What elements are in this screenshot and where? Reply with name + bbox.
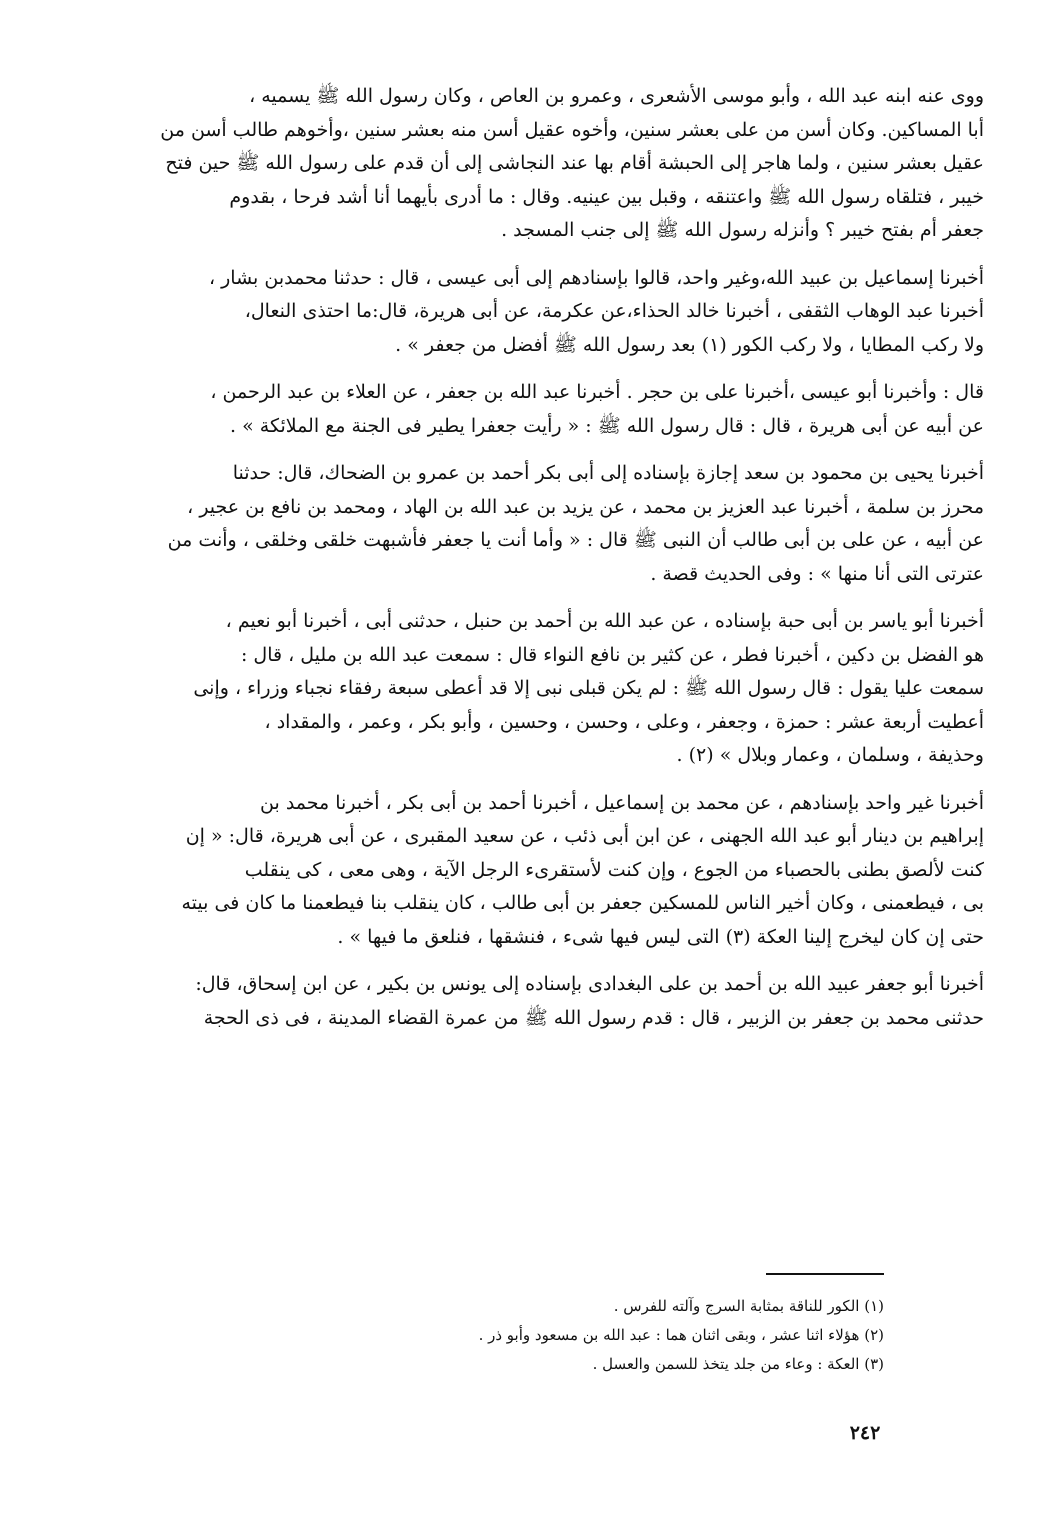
text-line: محرز بن سلمة ، أخبرنا عبد العزيز بن محمد ، عن يزيد بن عبد الله بن الهاد ، ومحمد بن نافع بن عجير ،: [187, 495, 984, 518]
text-line: قال : وأخبرنا أبو عيسى ،أخبرنا على بن حجر . أخبرنا عبد الله بن جعفر ، عن العلاء بن عبد الرحمن ،: [210, 381, 984, 403]
text-line: عترتى التى أنا منها » : وفى الحديث قصة .: [650, 562, 984, 585]
paragraph: [70, 457, 984, 591]
text-line: أبا المساكين. وكان أسن من على بعشر سنين، وأخوه عقيل أسن منه بعشر سنين ،وأخوهم طالب أسن من: [160, 118, 984, 141]
text-line: إبراهيم بن دينار أبو عبد الله الجهنى ، عن ابن أبى ذئب ، عن سعيد المقبرى ، عن أبى هريرة، قال: « إن: [185, 825, 984, 847]
paragraph: [70, 787, 984, 955]
paragraph: [70, 262, 984, 363]
text-line: عقيل بعشر سنين ، ولما هاجر إلى الحبشة أقام بها عند النجاشى إلى أن قدم على رسول الله ﷺ حين فتح: [165, 152, 984, 174]
text-line: أخبرنا إسماعيل بن عبيد الله،وغير واحد، قالوا بإسنادهم إلى أبى عيسى ، قال : حدثنا محمدبن بشار ،: [208, 266, 984, 289]
text-line: كنت لألصق بطنى بالحصباء من الجوع ، وإن كنت لأستقرىء الرجل الآية ، وهى معى ، كى ينقلب: [244, 858, 984, 881]
text-line: حتى إن كان ليخرج إلينا العكة (٣) التى ليس فيها شىء ، فنشقها ، فنلعق ما فيها » .: [337, 925, 984, 948]
text-line: هو الفضل بن دكين ، أخبرنا فطر ، عن كثير بن نافع النواء قال : سمعت عبد الله بن مليل ، قال :: [240, 643, 984, 666]
footnote: (٣) العكة : وعاء من جلد يتخذ للسمن والعسل .: [592, 1355, 884, 1373]
text-line: أخبرنا أبو ياسر بن أبى حبة بإسناده ، عن عبد الله بن أحمد بن حنبل ، حدثنى أبى ، أخبرنا أبو نعيم ،: [225, 610, 984, 632]
footnote: (١) الكور للناقة بمثابة السرج وآلته للفرس .: [613, 1297, 884, 1315]
paragraph: [70, 605, 984, 773]
body-text: [70, 80, 984, 1049]
footnote: (٢) هؤلاء اثنا عشر ، وبقى اثنان هما : عبد الله بن مسعود وأبو ذر .: [478, 1326, 884, 1344]
paragraph: [70, 376, 984, 443]
text-line: جعفر أم بفتح خيبر ؟ وأنزله رسول الله ﷺ إلى جنب المسجد .: [501, 219, 984, 241]
text-line: وحذيفة ، وسلمان ، وعمار وبلال » (٢) .: [676, 744, 984, 766]
text-line: أخبرنا أبو جعفر عبيد الله بن أحمد بن على البغدادى بإسناده إلى يونس بن بكير ، عن ابن إسحاق، قال:: [195, 973, 984, 995]
text-line: سمعت عليا يقول : قال رسول الله ﷺ : لم يكن قبلى نبى إلا قد أعطى سبعة رفقاء نجباء وزراء ، وإنى: [193, 677, 984, 699]
page-number: ٢٤٢: [849, 1422, 881, 1444]
text-line: أخبرنا غير واحد بإسنادهم ، عن محمد بن إسماعيل ، أخبرنا أحمد بن أبى بكر ، أخبرنا محمد بن: [260, 791, 984, 814]
text-line: أخبرنا يحيى بن محمود بن سعد إجازة بإسناده إلى أبى بكر أحمد بن عمرو بن الضحاك، قال: حدثنا: [232, 462, 984, 484]
text-line: عن أبيه ، عن على بن أبى طالب أن النبى ﷺ قال : « وأما أنت يا جعفر فأشبهت خلقى وخلقى ، وأنت من: [167, 529, 984, 551]
paragraph: [70, 80, 984, 248]
text-line: حدثنى محمد بن جعفر بن الزبير ، قال : قدم رسول الله ﷺ من عمرة القضاء المدينة ، فى ذى الحجة: [203, 1006, 984, 1029]
text-line: ووى عنه ابنه عبد الله ، وأبو موسى الأشعرى ، وعمرو بن العاص ، وكان رسول الله ﷺ يسميه ،: [249, 85, 984, 107]
text-line: أخبرنا عبد الوهاب الثقفى ، أخبرنا خالد الحذاء،عن عكرمة، عن أبى هريرة، قال:ما احتذى النعال،: [244, 300, 984, 322]
text-line: ولا ركب المطايا ، ولا ركب الكور (١) بعد رسول الله ﷺ أفضل من جعفر » .: [395, 333, 984, 356]
text-line: عن أبيه عن أبى هريرة ، قال : قال رسول الله ﷺ : « رأيت جعفرا يطير فى الجنة مع الملائكة » .: [230, 414, 984, 437]
paragraph: [70, 968, 984, 1035]
text-line: أعطيت أربعة عشر : حمزة ، وجعفر ، وعلى ، وحسن ، وحسين ، وأبو بكر ، وعمر ، والمقداد ،: [264, 710, 984, 733]
text-line: خيبر ، فتلقاه رسول الله ﷺ واعتنقه ، وقبل بين عينيه. وقال : ما أدرى بأيهما أنا أشد فرحا ، بقدوم: [229, 185, 984, 208]
footnote-divider: [766, 1273, 884, 1275]
text-line: بى ، فيطعمنى ، وكان أخير الناس للمسكين جعفر بن أبى طالب ، كان ينقلب بنا فيطعمنا ما كان فى بيته: [181, 892, 984, 914]
footnotes: [120, 1292, 884, 1379]
